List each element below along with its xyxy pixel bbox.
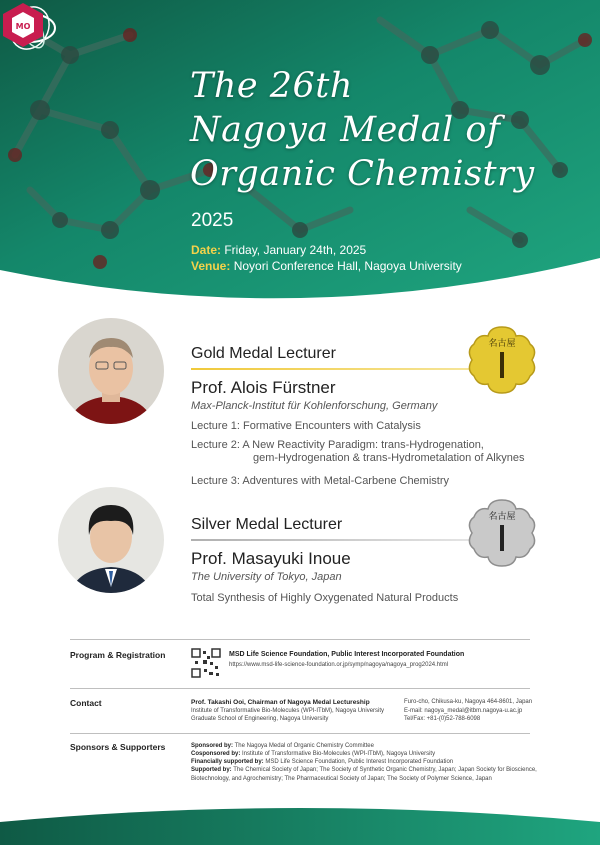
event-date <box>191 243 366 257</box>
venue-value: Noyori Conference Hall, Nagoya University <box>230 259 462 273</box>
divider-2 <box>70 688 530 689</box>
date-value: Friday, January 24th, 2025 <box>221 243 367 257</box>
gold-divider <box>191 368 491 370</box>
sponsor-3-value: MSD Life Science Foundation, Public Interest Incorporated Foundation <box>263 759 454 765</box>
gold-lecture-2 <box>191 439 524 465</box>
sponsor-line-5: Biotechnology, and Agrochemistry; The Pharmaceutical Society of Japan; The Society of Polymer Science, Japan <box>191 776 492 782</box>
medal-committee-logo <box>0 0 46 50</box>
program-label: Program & Registration <box>70 650 166 660</box>
title-line-2: Nagoya Medal of <box>190 110 501 150</box>
divider-1 <box>70 639 530 640</box>
program-org-name: MSD Life Science Foundation, Public Interest Incorporated Foundation <box>229 651 465 658</box>
divider-3 <box>70 733 530 734</box>
sponsor-3-label: Financially supported by: <box>191 759 264 765</box>
event-venue <box>191 259 462 273</box>
contact-person-name: Prof. Takashi Ooi, Chairman of Nagoya Medal Lectureship <box>191 699 370 706</box>
header-banner <box>0 0 600 300</box>
qr-code-icon[interactable] <box>191 648 221 678</box>
svg-text:MO: MO <box>15 22 31 31</box>
event-year: 2025 <box>191 210 234 231</box>
contact-email[interactable]: E-mail: nagoya_medal@itbm.nagoya-u.ac.jp <box>404 708 523 714</box>
silver-divider <box>191 539 491 541</box>
sponsor-2-label: Cosponsored by: <box>191 751 241 757</box>
date-label: Date: <box>191 243 222 257</box>
gold-lecture-2-line-1: Lecture 2: A New Reactivity Paradigm: trans-Hydrogenation, <box>191 439 484 451</box>
contact-person <box>191 698 370 707</box>
sponsor-line-4 <box>191 766 537 775</box>
silver-lecture: Total Synthesis of Highly Oxygenated Natural Products <box>191 592 459 604</box>
silver-affiliation: The University of Tokyo, Japan <box>191 571 342 583</box>
gold-affiliation: Max-Planck-Institut für Kohlenforschung, Germany <box>191 400 438 412</box>
sponsor-2-value: Institute of Transformative Bio-Molecules (WPI-ITbM), Nagoya University <box>240 751 436 757</box>
sponsor-1-label: Sponsored by: <box>191 743 234 749</box>
sponsor-4-label: Supported by: <box>191 767 232 773</box>
gold-medal-text: 名古屋 <box>488 339 516 349</box>
gold-role: Gold Medal Lecturer <box>191 345 336 362</box>
sponsor-4-value: The Chemical Society of Japan; The Society of Synthetic Organic Chemistry, Japan; Japan Society for Bioscience, <box>231 767 537 773</box>
contact-address: Furo-cho, Chikusa-ku, Nagoya 464-8601, Japan <box>404 699 533 705</box>
title-line-3: Organic Chemistry <box>190 154 535 194</box>
event-title <box>190 64 535 196</box>
gold-lecturer-photo <box>58 318 164 424</box>
program-organization <box>229 650 464 659</box>
contact-label: Contact <box>70 698 102 708</box>
gold-lecturer-name: Prof. Alois Fürstner <box>191 378 336 397</box>
title-line-1: The 26th <box>190 66 353 106</box>
contact-institute: Institute of Transformative Bio-Molecules (WPI-ITbM), Nagoya University <box>191 708 385 714</box>
silver-role: Silver Medal Lecturer <box>191 516 343 533</box>
sponsors-label: Sponsors & Supporters <box>70 742 166 752</box>
venue-label: Venue: <box>191 259 231 273</box>
gold-medal-icon <box>466 324 538 396</box>
gold-lecture-2-line-2: gem-Hydrogenation & trans-Hydrometalation of Alkynes <box>253 452 525 464</box>
gold-lecture-1: Lecture 1: Formative Encounters with Catalysis <box>191 420 421 432</box>
program-url[interactable]: https://www.msd-life-science-foundation.or.jp/symp/nagoya/nagoya_prog2024.html <box>229 662 449 668</box>
silver-lecturer-name: Prof. Masayuki Inoue <box>191 549 351 568</box>
contact-school: Graduate School of Engineering, Nagoya University <box>191 716 329 722</box>
gold-lecture-3: Lecture 3: Adventures with Metal-Carbene Chemistry <box>191 475 450 487</box>
silver-medal-icon <box>466 497 538 569</box>
contact-tel: Tel/Fax: +81-(0)52-788-6098 <box>404 716 481 722</box>
silver-lecturer-photo <box>58 487 164 593</box>
silver-medal-text: 名古屋 <box>488 512 516 522</box>
bottom-wave <box>0 800 600 845</box>
sponsor-1-value: The Nagoya Medal of Organic Chemistry Committee <box>233 743 374 749</box>
